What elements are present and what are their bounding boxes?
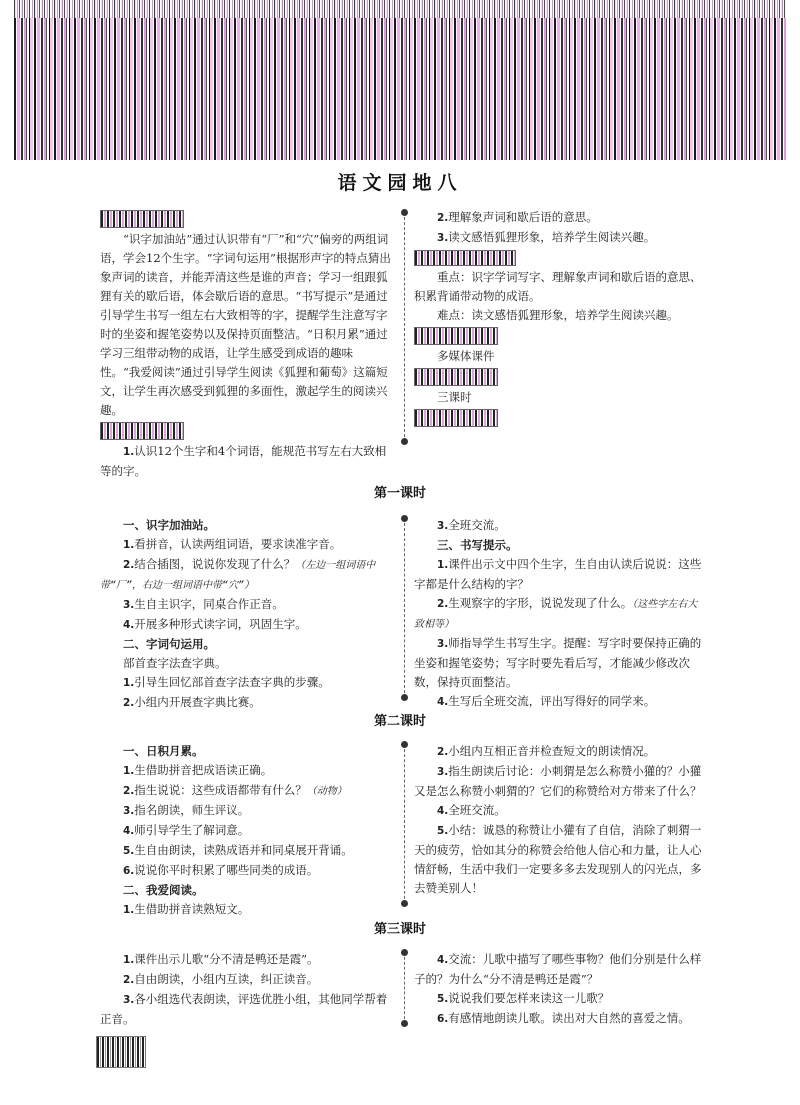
lesson-1-item-3	[100, 595, 392, 615]
goal-3-text: 读文感悟狐狸形象，培养学生阅读兴趣。	[448, 230, 656, 244]
lesson-1-item-k3	[414, 634, 706, 692]
item-number: 2.	[123, 697, 135, 709]
class-hours-text: 三课时	[437, 390, 472, 404]
lesson-1-column-divider	[404, 518, 405, 698]
item-number: 4.	[123, 619, 135, 631]
item-number: 3.	[437, 638, 449, 650]
item-text: 结合插图，说说你发现了什么？	[134, 557, 296, 571]
item-number: 3.	[123, 599, 135, 611]
item-number: 4.	[437, 954, 449, 966]
item-text: 开展多种形式读字词，巩固生字。	[134, 617, 307, 631]
item-text: 各小组选代表朗读，评选优胜小组，其他同学帮着正音。	[100, 992, 388, 1026]
item-number: 5.	[437, 993, 449, 1005]
item-number: 2.	[437, 598, 449, 610]
lesson-1-item-k1	[414, 555, 706, 594]
item-number: 2.	[123, 559, 135, 571]
item-text: 生自由朗读，读熟成语并和同桌展开背诵。	[134, 843, 353, 857]
item-text: 引导生回忆部首查字法查字典的步骤。	[134, 675, 330, 689]
item-number: 1.	[123, 539, 135, 551]
goal-2-number: 2.	[437, 212, 449, 224]
item-text: 生借助拼音读熟短文。	[134, 902, 250, 916]
lesson-1-left-column	[100, 516, 392, 713]
item-number: 4.	[123, 825, 135, 837]
item-text: 师指导学生书写生字。提醒：写字时要保持正确的坐姿和握笔姿势；写字时要先看后写，才能减少修改次数，保持页面整洁。	[414, 636, 702, 689]
lesson-3-item-3	[100, 990, 392, 1029]
item-number: 5.	[437, 825, 449, 837]
goal-2-text: 理解象声词和歇后语的意思。	[448, 210, 598, 224]
lesson-1-section-1-head: 一、识字加油站。	[123, 518, 215, 532]
item-answer-note: （动物）	[306, 786, 347, 797]
lesson-3-heading: 第三课时	[373, 922, 426, 937]
item-text: 有感情地朗读儿歌。读出对大自然的喜爱之情。	[448, 1011, 690, 1025]
lesson-2-section-2-head: 二、我爱阅读。	[123, 883, 204, 897]
lesson-3-item-6	[414, 1009, 706, 1029]
item-number: 2.	[123, 974, 135, 986]
item-number: 2.	[123, 785, 135, 797]
item-text: 课件出示文中四个生字，生自由认读后说说：这些字都是什么结构的字？	[414, 557, 702, 591]
item-text: 生借助拼音把成语读正确。	[134, 763, 273, 777]
lesson-1-item-4	[100, 615, 392, 635]
item-text: 生写后全班交流，评出写得好的同学来。	[448, 694, 656, 708]
goal-item-3	[414, 228, 706, 248]
item-text: 说说你平时积累了哪些同类的成语。	[134, 863, 319, 877]
lesson-2-item-4	[100, 821, 392, 841]
difficult-points-text: 难点：读文感悟狐狸形象，培养学生阅读兴趣。	[437, 308, 679, 322]
item-text: 交流：儿歌中描写了哪些事物？他们分别是什么样子的？为什么“分不清是鸭还是霞”？	[414, 952, 702, 986]
intro-right-column	[414, 208, 706, 429]
lesson-1-item-j3	[414, 516, 706, 536]
lesson-1-item-k4	[414, 692, 706, 712]
goal-3-number: 3.	[437, 232, 449, 244]
lesson-2-item-5	[100, 841, 392, 861]
item-text: 小结：诚恳的称赞让小獾有了自信，消除了刺猬一天的疲劳，恰如其分的称赞会给他人信心和力量，让人心情舒畅，生活中我们一定要多多去发现别人的闪光点，多去赞美别人！	[414, 823, 702, 895]
lesson-2-item-j3	[414, 762, 706, 801]
item-number: 3.	[123, 805, 135, 817]
lesson-2-item-j2	[414, 742, 706, 762]
lesson-2-item-j1	[100, 900, 392, 920]
item-number: 2.	[437, 746, 449, 758]
header-barcode-strip	[14, 0, 786, 18]
goal-item-2	[414, 208, 706, 228]
item-number: 6.	[123, 865, 135, 877]
lesson-2-item-1	[100, 761, 392, 781]
lesson-2-left-column	[100, 742, 392, 920]
lesson-2-column-divider	[404, 744, 405, 904]
page-title: 语文园地八	[337, 172, 463, 194]
lesson-2-item-6	[100, 861, 392, 881]
lesson-2-right-column	[414, 742, 706, 898]
item-number: 3.	[123, 994, 135, 1006]
lesson-3-left-column	[100, 950, 392, 1029]
lesson-1-section-2-intro: 部首查字法查字典。	[123, 656, 227, 670]
intro-analysis-paragraph: “识字加油站”通过认识带有“厂”和“穴”偏旁的两组词语，学会12个生字。“字词句运用”根据形声字的特点猜出象声词的读音，并能弄清这些是谁的声音；学习一组跟狐狸有关的歇后语，体会歇后语的意思。“书写提示”是通过引导学生书写一组左右大致相等的字，提醒学生注意写字时的坐姿和握笔姿势以及保持页面整洁。“日积月累”通过学习三组带动物的成语，让学生感受到成语的趣味性。“我爱阅读”通过引导学生阅读《狐狸和葡萄》这篇短文，让学生再次感受到狐狸的多面性，激起学生的阅读兴趣。	[100, 232, 391, 417]
lesson-3-item-1	[100, 950, 392, 970]
lesson-1-item-k2	[414, 594, 706, 634]
item-text: 小组内开展查字典比赛。	[134, 695, 261, 709]
lesson-2-item-j5	[414, 821, 706, 898]
lesson-1-item-1	[100, 535, 392, 555]
lesson-1-section-2-head: 二、字词句运用。	[123, 637, 215, 651]
lesson-1-heading: 第一课时	[373, 486, 426, 501]
header-barcode-band	[14, 0, 786, 160]
section-badge-teaching-process	[414, 409, 498, 427]
item-answer-note: （这些字左右大致相等）	[414, 599, 698, 630]
section-badge-preparation	[414, 327, 498, 345]
section-badge-class-hours	[414, 368, 498, 386]
item-text: 全班交流。	[448, 803, 506, 817]
item-text: 生观察字的字形，说说发现了什么。	[448, 596, 633, 610]
lesson-2-section-1-head: 一、日积月累。	[123, 744, 204, 758]
lesson-3-item-5	[414, 989, 706, 1009]
item-number: 1.	[123, 677, 135, 689]
lesson-3-right-column	[414, 950, 706, 1029]
lesson-3-item-4	[414, 950, 706, 989]
lesson-1-section-3-head: 三、书写提示。	[437, 538, 518, 552]
item-text: 说说我们要怎样来读这一儿歌？	[448, 991, 610, 1005]
page-number-graphic	[96, 1036, 146, 1068]
section-badge-textbook-analysis	[100, 210, 184, 228]
lesson-1-item-j1	[100, 673, 392, 693]
lesson-2-item-j4	[414, 801, 706, 821]
item-text: 生自主识字，同桌合作正音。	[134, 597, 284, 611]
item-answer-note: （左边一组词语中带“厂”，右边一组词语中带“穴”）	[100, 560, 376, 591]
section-badge-key-points	[414, 250, 516, 266]
item-number: 5.	[123, 845, 135, 857]
item-text: 指生朗读后讨论：小刺猬是怎么称赞小獾的？小獾又是怎么称赞小刺猬的？它们的称赞给对方带来了什么？	[414, 764, 702, 798]
key-points-text: 重点：识字学词写字、理解象声词和歇后语的意思、积累背诵带动物的成语。	[414, 270, 702, 303]
preparation-text: 多媒体课件	[437, 349, 495, 363]
lesson-2-item-2	[100, 781, 392, 801]
item-text: 小组内互相正音并检查短文的朗读情况。	[448, 744, 656, 758]
goal-item-1	[100, 442, 392, 481]
item-number: 1.	[123, 954, 135, 966]
item-number: 3.	[437, 766, 449, 778]
intro-left-column	[100, 208, 392, 481]
lesson-3-item-2	[100, 970, 392, 990]
item-text: 看拼音，认读两组词语，要求读准字音。	[134, 537, 342, 551]
item-number: 1.	[437, 559, 449, 571]
item-number: 6.	[437, 1013, 449, 1025]
item-text: 全班交流。	[448, 518, 506, 532]
lesson-2-item-3	[100, 801, 392, 821]
item-text: 指名朗读，师生评议。	[134, 803, 250, 817]
item-number: 1.	[123, 904, 135, 916]
item-number: 3.	[437, 520, 449, 532]
lesson-3-column-divider	[404, 952, 405, 1024]
intro-column-divider	[404, 212, 405, 442]
section-badge-teaching-goals	[100, 422, 184, 440]
goal-1-number: 1.	[123, 446, 135, 458]
lesson-1-item-2	[100, 555, 392, 595]
item-text: 课件出示儿歌“分不清是鸭还是霞”。	[134, 952, 319, 966]
item-number: 4.	[437, 696, 449, 708]
item-number: 4.	[437, 805, 449, 817]
lesson-2-heading: 第二课时	[373, 714, 426, 729]
lesson-1-right-column	[414, 516, 706, 712]
item-number: 1.	[123, 765, 135, 777]
item-text: 自由朗读，小组内互读，纠正读音。	[134, 972, 319, 986]
goal-1-text: 认识12个生字和4个词语，能规范书写左右大致相等的字。	[100, 444, 387, 478]
item-text: 师引导学生了解词意。	[134, 823, 250, 837]
item-text: 指生说说：这些成语都带有什么？	[134, 783, 307, 797]
